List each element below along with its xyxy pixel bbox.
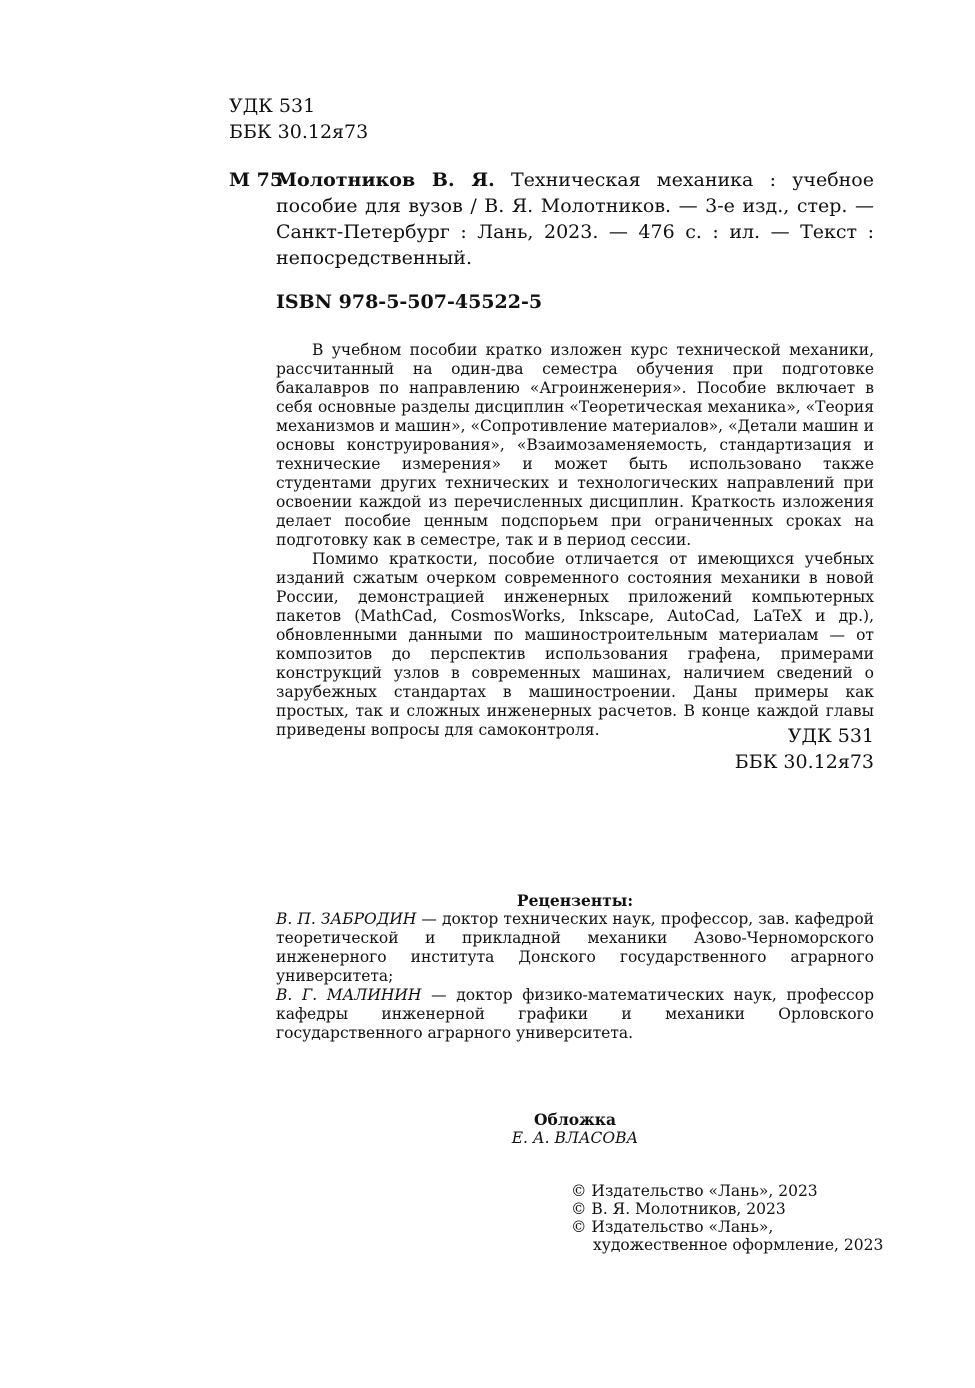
- isbn: ISBN 978-5-507-45522-5: [276, 291, 543, 313]
- bibliographic-entry: [229, 167, 874, 271]
- cover-credit: [276, 1110, 874, 1148]
- bbk-code: ББК 30.12я73: [734, 751, 874, 773]
- copyright-line: © В. Я. Молотников, 2023: [571, 1200, 786, 1218]
- cover-heading: Обложка: [534, 1110, 616, 1129]
- copyright-line: © Издательство «Лань», 2023: [571, 1182, 818, 1200]
- reviewer-text: — доктор физико-математических наук, профессор кафедры инженерной графики и механики Орловского государственного аграрного университета.: [276, 986, 874, 1042]
- udk-code: УДК 531: [229, 95, 316, 117]
- reviewer-name: В. Г. МАЛИНИН: [276, 986, 422, 1004]
- copyright-line: © Издательство «Лань»,: [571, 1218, 774, 1236]
- classification-bottom: [735, 723, 874, 775]
- reviewer-text: — доктор технических наук, профессор, зав. кафедрой теоретической и прикладной механики Азово-Черноморского инженерного института Донского государственного аграрного университета;: [276, 910, 874, 985]
- reviewer-item: [276, 910, 874, 986]
- author-name: Молотников В. Я.: [276, 169, 495, 191]
- udk-code: УДК 531: [787, 725, 874, 747]
- abstract: [276, 341, 874, 740]
- copyright-block: [571, 1182, 883, 1254]
- abstract-paragraph: В учебном пособии кратко изложен курс технической механики, рассчитанный на один-два семестра обучения при подготовке бакалавров по направлению «Агроинженерия». Пособие включает в себя основные разделы дисциплин «Теоретическая механика», «Теория механизмов и машин», «Сопротивление материалов», «Детали машин и основы конструирования», «Взаимозаменяемость, стандартизация и технические измерения» и может быть использовано также студентами других технических и технологических направлений при освоении каждой из перечисленных дисциплин. Краткость изложения делает пособие ценным подспорьем при ограниченных сроках на подготовку как в семестре, так и в период сессии.: [276, 341, 874, 549]
- reviewers-heading: Рецензенты:: [516, 891, 634, 910]
- author-mark: М 75: [229, 169, 284, 191]
- reviewers: [276, 891, 874, 1043]
- reviewer-name: В. П. ЗАБРОДИН: [276, 910, 417, 928]
- entry-description: Техническая механика : учебное пособие для вузов / В. Я. Молотников. — 3-е изд., стер. — Санкт-Петербург : Лань, 2023. — 476 с. : ил. — Текст : непосредственный.: [276, 169, 874, 269]
- reviewer-item: [276, 986, 874, 1043]
- bbk-code: ББК 30.12я73: [229, 121, 369, 143]
- classification-top: [229, 93, 368, 145]
- copyright-line: художественное оформление, 2023: [593, 1236, 884, 1254]
- abstract-paragraph: Помимо краткости, пособие отличается от имеющихся учебных изданий сжатым очерком современного состояния механики в новой России, демонстрацией инженерных приложений компьютерных пакетов (MathCad, CosmosWorks, Inkscape, AutoCad, LaTeX и др.), обновленными данными по машиностроительным материалам — от композитов до перспектив использования графена, примерами конструкций узлов в современных машинах, наличием сведений о зарубежных стандартах в машиностроении. Даны примеры как простых, так и сложных инженерных расчетов. В конце каждой главы приведены вопросы для самоконтроля.: [276, 550, 874, 739]
- cover-artist: Е. А. ВЛАСОВА: [511, 1129, 639, 1147]
